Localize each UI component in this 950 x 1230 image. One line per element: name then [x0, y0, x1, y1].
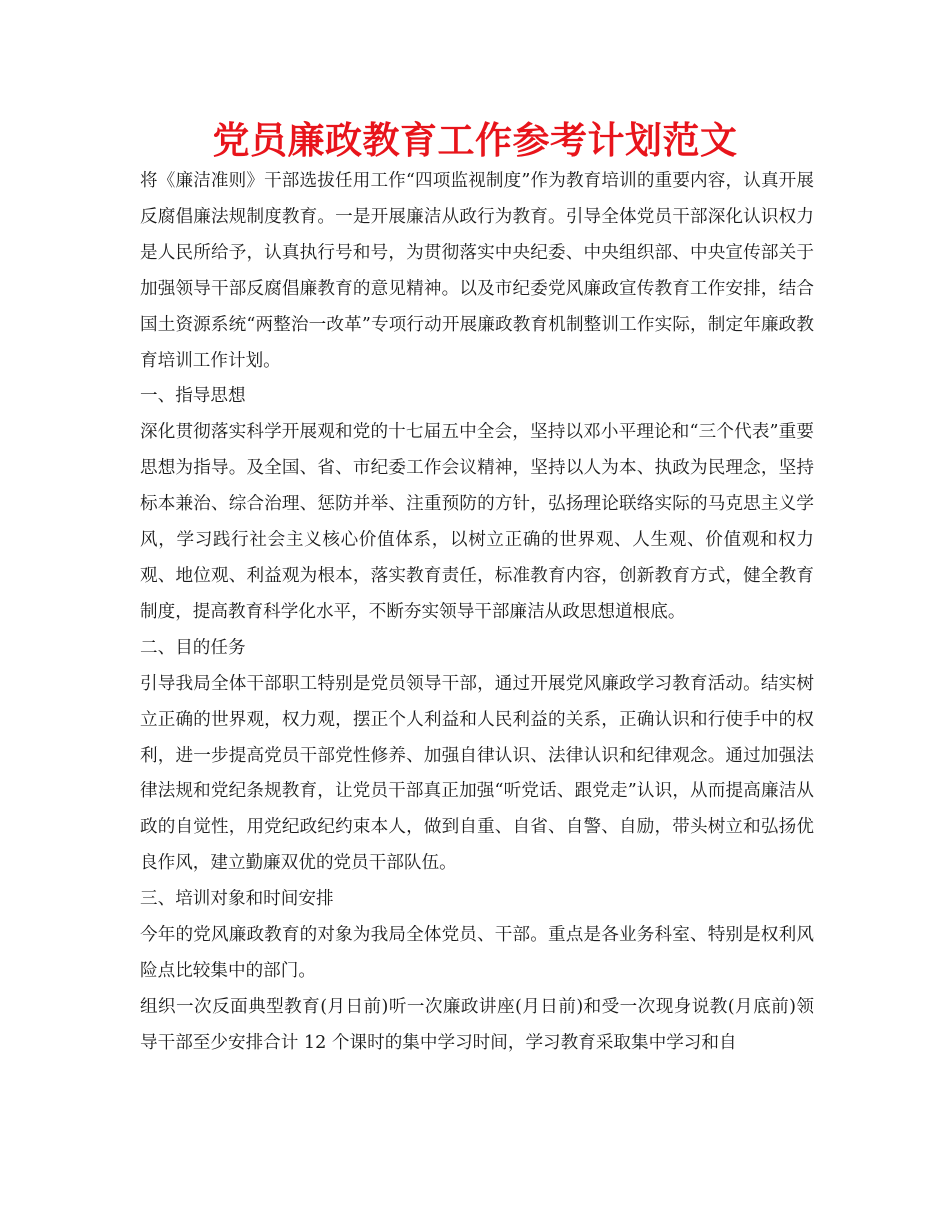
intro-paragraph: 将《廉洁准则》干部选拔任用工作“四项监视制度”作为教育培训的重要内容，认真开展反腐倡廉法规制度教育。一是开展廉洁从政行为教育。引导全体党员干部深化认识权力是人民所给予，认真执行号和号，为贯彻落实中央纪委、中央组织部、中央宣传部关于加强领导干部反腐倡廉教育的意见精神。以及市纪委党风廉政宣传教育工作安排，结合国土资源系统“两整治一改革”专项行动开展廉政教育机制整训工作实际，制定年廉政教育培训工作计划。	[140, 171, 814, 371]
section-heading-objectives: 二、目的任务	[140, 637, 246, 658]
section-heading-guiding-ideology: 一、指导思想	[140, 386, 246, 407]
section-heading-training-schedule: 三、培训对象和时间安排	[140, 889, 334, 910]
document-title: 党员廉政教育工作参考计划范文	[212, 119, 738, 162]
training-target-paragraph: 今年的党风廉政教育的对象为我局全体党员、干部。重点是各业务科室、特别是权利风险点比较集中的部门。	[140, 925, 814, 981]
document-body	[140, 164, 814, 1062]
training-schedule-paragraph: 组织一次反面典型教育(月日前)听一次廉政讲座(月日前)和受一次现身说教(月底前)领导干部至少安排合计 12 个课时的集中学习时间，学习教育采取集中学习和自	[140, 996, 814, 1053]
objectives-paragraph: 引导我局全体干部职工特别是党员领导干部，通过开展党风廉政学习教育活动。结实树立正确的世界观，权力观，摆正个人利益和人民利益的关系，正确认识和行使手中的权利，进一步提高党员干部党性修养、加强自律认识、法律认识和纪律观念。通过加强法律法规和党纪条规教育，让党员干部真正加强“听党话、跟党走”认识，从而提高廉洁从政的自觉性，用党纪政纪约束本人，做到自重、自省、自警、自励，带头树立和弘扬优良作风，建立勤廉双优的党员干部队伍。	[140, 673, 814, 874]
guiding-ideology-paragraph: 深化贯彻落实科学开展观和党的十七届五中全会，坚持以邓小平理论和“三个代表”重要思想为指导。及全国、省、市纪委工作会议精神，坚持以人为本、执政为民理念，坚持标本兼治、综合治理、惩防并举、注重预防的方针，弘扬理论联络实际的马克思主义学风，学习践行社会主义核心价值体系，以树立正确的世界观、人生观、价值观和权力观、地位观、利益观为根本，落实教育责任，标准教育内容，创新教育方式，健全教育制度，提高教育科学化水平，不断夯实领导干部廉洁从政思想道根底。	[140, 422, 814, 622]
